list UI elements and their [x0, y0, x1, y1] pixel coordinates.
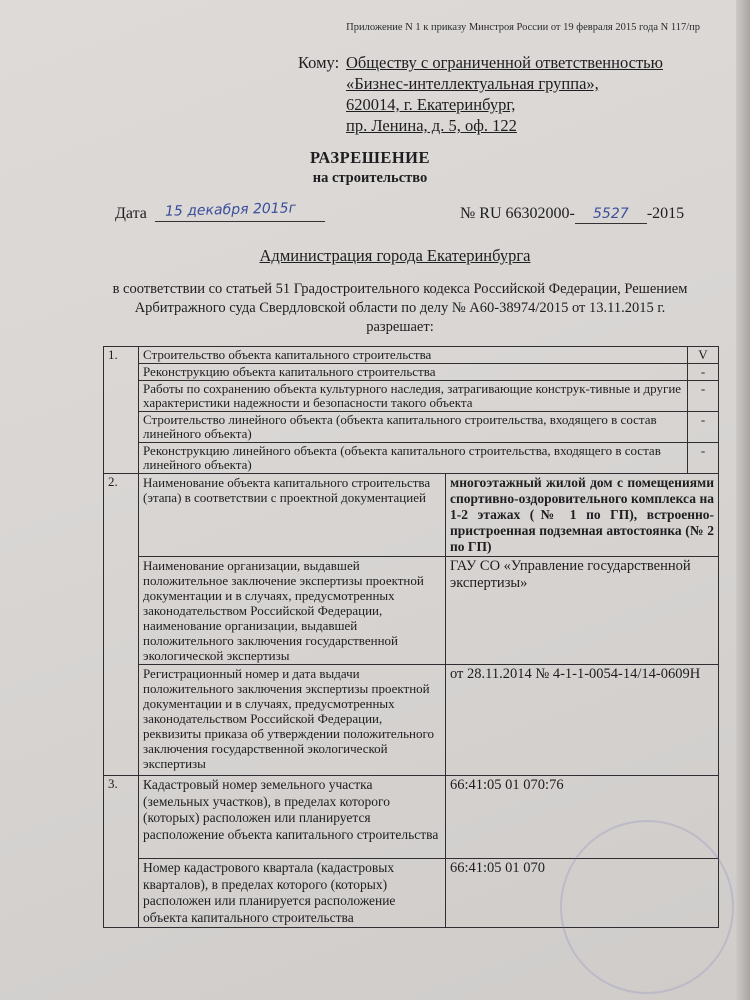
field-value: от 28.11.2014 № 4-1-1-0054-14/14-0609Н — [446, 665, 719, 776]
field-value: ГАУ СО «Управление государственной экспертизы» — [446, 557, 719, 665]
table-row — [104, 443, 719, 474]
field-label: Регистрационный номер и дата выдачи положительного заключения экспертизы проектной документации и в случаях, предусмотренных законодательством Российской Федерации, реквизиты приказа об утверждении положительного заключения государственной экологической экспертизы — [139, 665, 446, 776]
document-title: РАЗРЕШЕНИЕ — [309, 148, 431, 167]
addressee-line: пр. Ленина, д. 5, оф. 122 — [346, 116, 517, 135]
table-row — [104, 364, 719, 381]
permit-number-row — [460, 205, 684, 224]
preamble-line: Арбитражного суда Свердловской области по делу № А60-38974/2015 от 13.11.2015 г. — [134, 300, 666, 316]
section-number: 2. — [104, 474, 139, 776]
field-label: Наименование объекта капитального строительства (этапа) в соответствии с проектной документацией — [139, 474, 446, 557]
table-row — [104, 474, 719, 557]
addressee-line: Обществу с ограниченной ответственностью — [346, 53, 664, 72]
section-number: 1. — [104, 347, 139, 474]
field-label: Кадастровый номер земельного участка (земельных участков), в пределах которого (которых) расположен или планируется расположение объекта капитального строительства — [139, 776, 446, 859]
works-type-mark: - — [688, 364, 719, 381]
table-row — [104, 412, 719, 443]
appendix-note: Приложение N 1 к приказу Минстроя России от 19 февраля 2015 года N 117/пр — [346, 22, 700, 33]
field-value: многоэтажный жилой дом с помещениями спортивно-оздоровительного комплекса на 1-2 этажах (№ 1 по ГП), встроенно-пристроенная подземная автостоянка (№ 2 по ГП) — [446, 474, 719, 557]
field-label: Наименование организации, выдавшей положительное заключение экспертизы проектной документации и в случаях, предусмотренных законодательством Российской Федерации, наименование организации, выдавшей положительного заключения государственной экологической экспертизы — [139, 557, 446, 665]
permit-number-prefix: № RU 66302000- — [460, 205, 575, 222]
table-row — [104, 557, 719, 665]
works-type-mark: - — [688, 412, 719, 443]
table-row — [104, 665, 719, 776]
section-number: 3. — [104, 776, 139, 928]
date-label: Дата — [115, 205, 147, 222]
document-subtitle: на строительство — [312, 170, 428, 186]
permit-number-suffix: -2015 — [646, 205, 685, 222]
faint-stamp-mark — [560, 820, 734, 994]
date-field-line — [155, 221, 325, 222]
preamble-line: разрешает: — [366, 319, 434, 335]
addressee-line: «Бизнес-интеллектуальная группа», — [346, 74, 599, 93]
table-row — [104, 347, 719, 364]
works-type-text: Строительство объекта капитального строительства — [139, 347, 688, 364]
works-type-text: Работы по сохранению объекта культурного наследия, затрагивающие конструк-тивные и другие характеристики надежности и безопасности такого объекта — [139, 381, 688, 412]
permit-number-field — [575, 205, 647, 224]
works-type-mark: V — [688, 347, 719, 364]
works-type-text: Реконструкцию объекта капитального строительства — [139, 364, 688, 381]
works-type-mark: - — [688, 443, 719, 474]
preamble-line: в соответствии со статьей 51 Градостроительного кодекса Российской Федерации, Решением — [112, 281, 688, 297]
works-type-text: Реконструкцию линейного объекта (объекта капитального строительства, входящего в состав линейного объекта) — [139, 443, 688, 474]
field-value: 66:41:05 01 070:76 — [446, 776, 719, 859]
permit-number-handwritten: 5527 — [593, 206, 629, 222]
issuing-authority: Администрация города Екатеринбурга — [259, 246, 531, 265]
addressee-line: 620014, г. Екатеринбург, — [346, 95, 516, 114]
table-row — [104, 381, 719, 412]
page-edge-shadow — [736, 0, 750, 1000]
preamble — [70, 280, 730, 337]
field-value: 66:41:05 01 070 — [446, 859, 719, 928]
date-handwritten: 15 декабря 2015г — [164, 200, 297, 220]
addressee-label: Кому: — [298, 53, 340, 72]
works-type-text: Строительство линейного объекта (объекта капитального строительства, входящего в состав линейного объекта) — [139, 412, 688, 443]
works-type-mark: - — [688, 381, 719, 412]
field-label: Номер кадастрового квартала (кадастровых кварталов), в пределах которого (которых) расположен или планируется расположение объекта капитального строительства — [139, 859, 446, 928]
